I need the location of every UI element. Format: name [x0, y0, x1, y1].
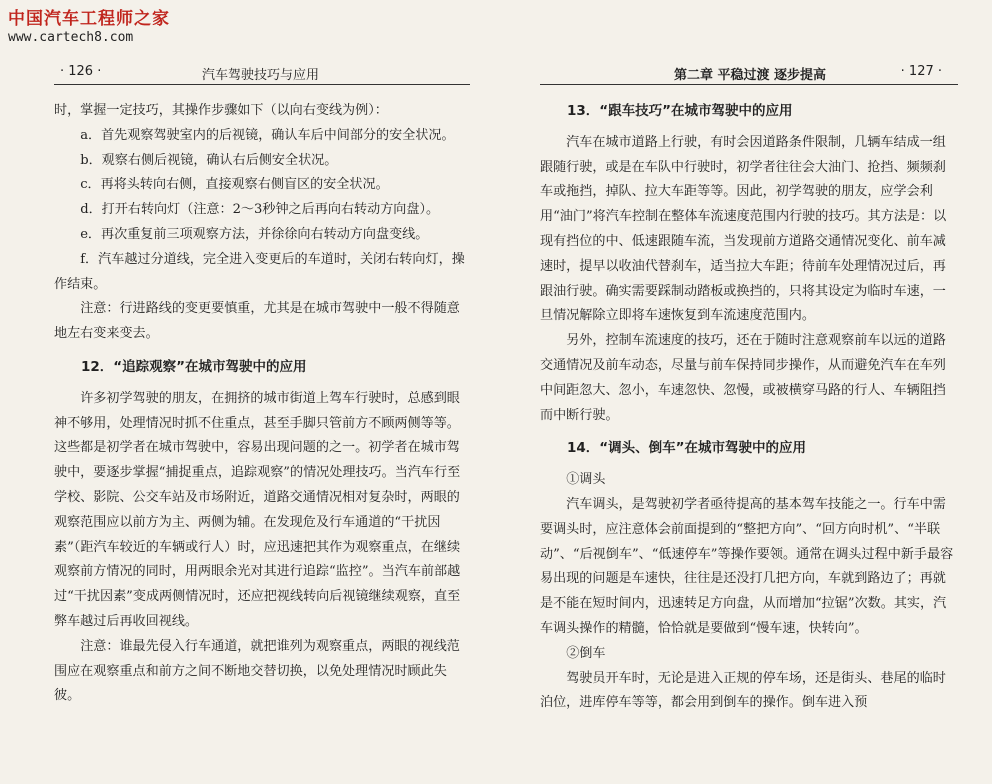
left-page	[54, 60, 470, 709]
paragraph: 时，掌握一定技巧，其操作步骤如下（以向右变线为例）：	[54, 103, 388, 118]
right-body	[540, 99, 958, 716]
paragraph: 汽车调头，是驾驶初学者亟待提高的基本驾车技能之一。行车中需要调头时，应注意体会前面提到的“整把方向”、“回方向时机”、“半联动”、“后视倒车”、“低速停车”等操作要领。通常在调头过程中新手最容易出现的问题是车速快，往往是还没打几把方向，车就到路边了；再就是不能在短时间内，迅速转足方向盘，从而增加“拉锯”次数。其实，汽车调头操作的精髓，恰恰就是要做到“慢车速，快转向”。	[540, 496, 954, 636]
left-body	[54, 99, 470, 709]
left-running-head	[54, 60, 470, 85]
right-page	[540, 60, 958, 716]
paragraph: 另外，控制车流速度的技巧，还在于随时注意观察前车以远的道路交通情况及前车动态，尽量与前车保持同步操作，从而避免汽车在车列中间距忽大、忽小，车速忽快、忽慢，或被横穿马路的行人、车辆阻挡而中断行驶。	[540, 333, 946, 423]
paragraph: 注意：行进路线的变更要慎重，尤其是在城市驾驶中一般不得随意地左右变来变去。	[54, 301, 460, 342]
watermark-url: www.cartech8.com	[8, 30, 134, 45]
section-heading-14: 14．“调头、倒车”在城市驾驶中的应用	[567, 440, 807, 457]
left-running-title: 汽车驾驶技巧与应用	[202, 68, 320, 83]
paragraph: 许多初学驾驶的朋友，在拥挤的城市街道上驾车行驶时，总感到眼神不够用，处理情况时抓不住重点，甚至手脚只管前方不顾两侧等等。这些都是初学者在城市驾驶中，容易出现问题的之一。初学者在城市驾驶中，要逐步掌握“捕捉重点，追踪观察”的情况处理技巧。当汽车行至学校、影院、公交车站及市场附近，道路交通情况相对复杂时，两眼的观察范围应以前方为主、两侧为辅。在发现危及行车通道的“干扰因素”（距汽车较近的车辆或行人）时，应迅速把其作为观察重点，在继续观察前方情况的同时，用两眼余光对其进行追踪“监控”。当汽车前部越过“干扰因素”变成两侧情况时，还应把视线转向后视镜继续观察，直至弊车越过后再收回视线。	[54, 390, 461, 629]
right-page-number: · 127 ·	[900, 64, 942, 79]
paragraph: c．再将头转向右侧，直接观察右侧盲区的安全状况。	[80, 177, 389, 193]
right-running-head	[540, 60, 958, 85]
right-running-title: 第二章 平稳过渡 逐步提高	[674, 68, 827, 83]
subheading-u-turn: ①调头	[566, 472, 606, 488]
paragraph: d．打开右转向灯（注意：2～3秒钟之后再向右转动方向盘）。	[80, 202, 440, 218]
watermark-title: 中国汽车工程师之家	[8, 9, 170, 29]
left-page-number: · 126 ·	[60, 64, 102, 79]
paragraph: a．首先观察驾驶室内的后视镜，确认车后中间部分的安全状况。	[80, 127, 455, 143]
paragraph: f．汽车越过分道线，完全进入变更后的车道时，关闭右转向灯，操作结束。	[54, 251, 465, 292]
subheading-reversing: ②倒车	[566, 645, 606, 661]
paragraph: 注意：谁最先侵入行车通道，就把谁列为观察重点，两眼的视线范围应在观察重点和前方之间不断地交替切换，以免处理情况时顾此失彼。	[54, 638, 460, 704]
paragraph: b．观察右侧后视镜，确认右后侧安全状况。	[80, 152, 338, 168]
section-heading-13: 13．“跟车技巧”在城市驾驶中的应用	[567, 103, 793, 119]
section-heading-12: 12．“追踪观察”在城市驾驶中的应用	[81, 358, 307, 375]
watermark	[8, 4, 170, 45]
paragraph: 汽车在城市道路上行驶，有时会因道路条件限制，几辆车结成一组跟随行驶，或是在车队中行驶时，初学者往往会大油门、抢挡、频频刹车或拖挡，掉队、拉大车距等等。因此，初学驾驶的朋友，应学会利用“油门”将汽车控制在整体车流速度范围内行驶的技巧。其方法是：以现有挡位的中、低速跟随车流，当发现前方道路交通情况变化、前车减速时，提早以收油代替刹车，适当拉大车距；待前车处理情况过后，再跟油行驶。确实需要踩制动踏板或换挡的，只将其设定为临时车速，一旦情况解除立即将车速恢复到车流速度范围内。	[540, 134, 947, 324]
paragraph: 驾驶员开车时，无论是进入正规的停车场，还是街头、巷尾的临时泊位，进库停车等等，都会用到倒车的操作。倒车进入预	[540, 670, 946, 711]
paragraph: e．再次重复前三项观察方法，并徐徐向右转动方向盘变线。	[80, 226, 429, 242]
